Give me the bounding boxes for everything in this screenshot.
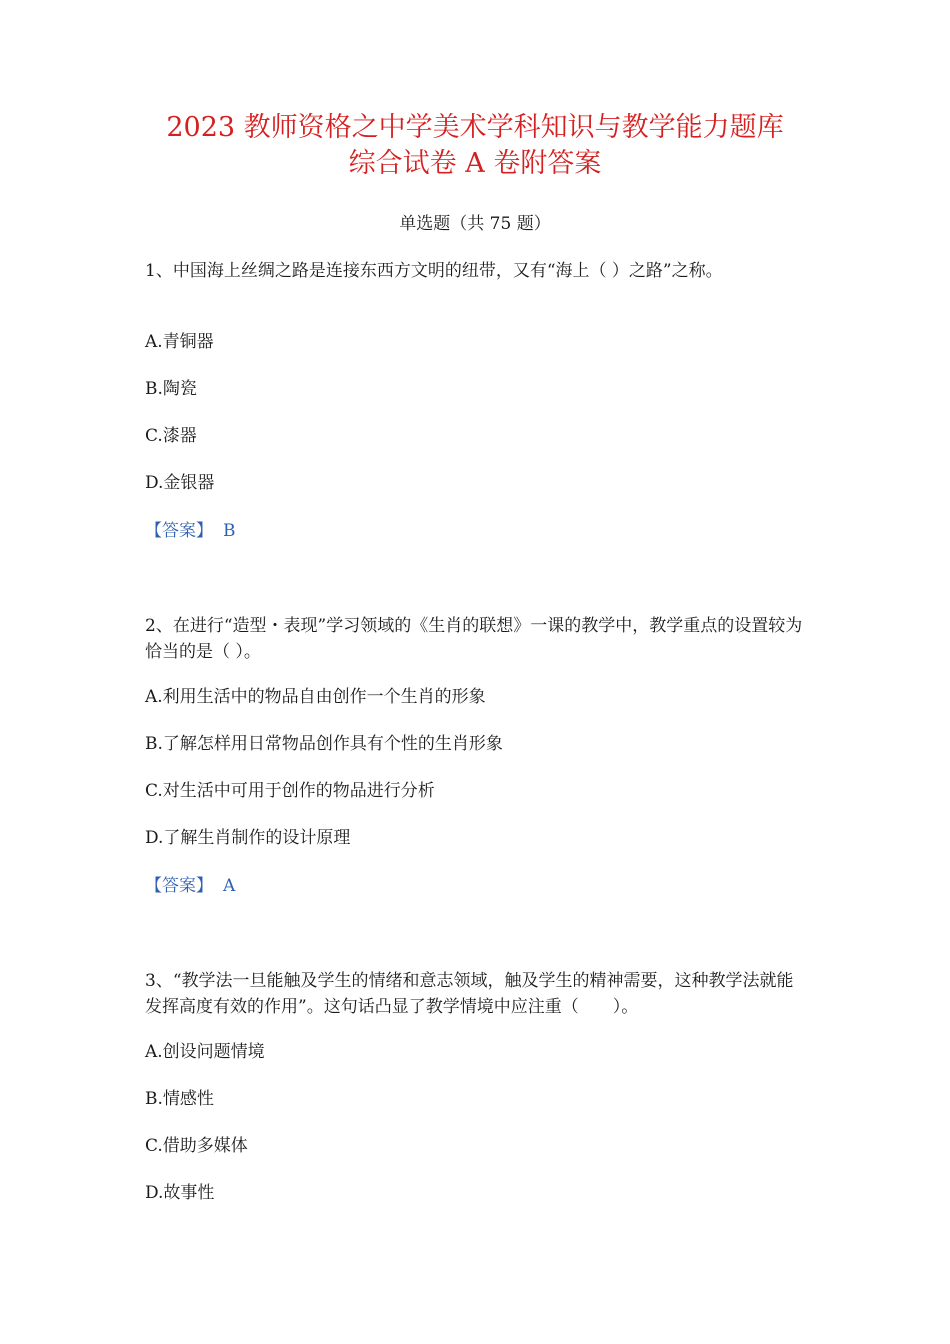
question-1-stem: 1、中国海上丝绸之路是连接东西方文明的纽带，又有“海上（ ）之路”之称。 [145,261,723,281]
question-1-option-c: C.漆器 [145,426,197,446]
answer-label: 【答案】 [145,521,213,541]
answer-value: A [223,876,236,896]
question-3-option-d: D.故事性 [145,1183,215,1203]
section-heading: 单选题（共 75 题） [399,214,551,234]
document-title-line-2: 综合试卷 A 卷附答案 [348,148,602,179]
question-3-option-a: A.创设问题情境 [145,1042,265,1062]
question-2-answer [145,874,235,898]
question-3-option-b: B.情感性 [145,1089,214,1109]
question-2-option-a: A.利用生活中的物品自由创作一个生肖的形象 [145,687,486,707]
answer-value: B [223,521,236,541]
question-1-option-b: B.陶瓷 [145,379,197,399]
document-title-line-1: 2023 教师资格之中学美术学科知识与教学能力题库 [166,112,784,143]
question-3-stem: 3、“教学法一旦能触及学生的情绪和意志领域，触及学生的精神需要，这种教学法就能发挥高度有效的作用”。这句话凸显了教学情境中应注重（ ）。 [145,971,794,1017]
question-2-option-c: C.对生活中可用于创作的物品进行分析 [145,781,435,801]
question-2-stem: 2、在进行“造型・表现”学习领域的《生肖的联想》一课的教学中，教学重点的设置较为恰当的是（ ）。 [145,616,803,662]
question-1-answer [145,519,236,543]
question-2-option-d: D.了解生肖制作的设计原理 [145,828,351,848]
answer-label: 【答案】 [145,876,213,896]
question-1-option-a: A.青铜器 [145,332,214,352]
question-3-option-c: C.借助多媒体 [145,1136,248,1156]
question-2-option-b: B.了解怎样用日常物品创作具有个性的生肖形象 [145,734,503,754]
question-1-option-d: D.金银器 [145,473,215,493]
